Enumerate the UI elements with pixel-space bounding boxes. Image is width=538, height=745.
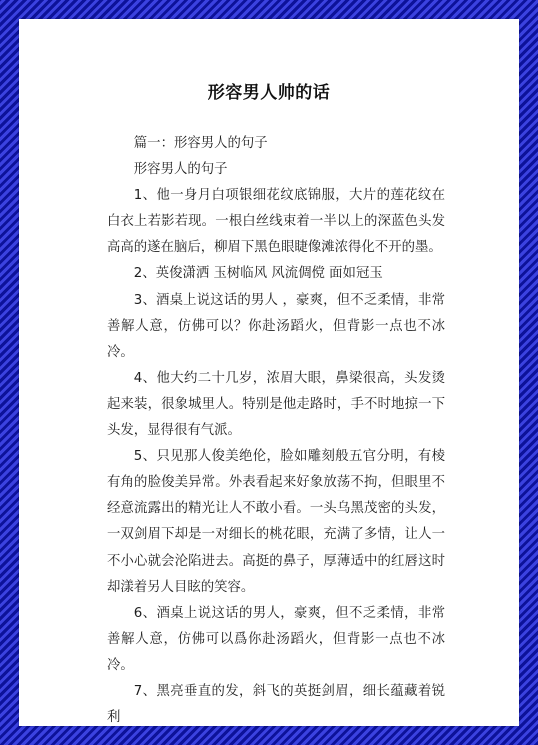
document-body [107, 131, 445, 726]
paragraph: 6、酒桌上说这话的男人，豪爽，但不乏柔情，非常善解人意，仿佛可以爲你赴汤蹈火，但背影一点也不冰冷。 [107, 605, 445, 673]
paragraph: 5、只见那人俊美绝伦，脸如雕刻般五官分明，有棱有角的脸俊美异常。外表看起来好象放荡不拘，但眼里不经意流露出的精光让人不敢小看。一头乌黑茂密的头发，一双剑眉下却是一对细长的桃花眼，充满了多情，让人一不小心就会沦陷进去。高挺的鼻子，厚薄适中的红唇这时却漾着另人目眩的笑容。 [107, 449, 445, 595]
paragraph: 1、他一身月白项银细花纹底锦服，大片的莲花纹在白衣上若影若现。一根白丝线束着一半以上的深蓝色头发高高的遂在脑后，柳眉下黑色眼睫像滩浓得化不开的墨。 [107, 188, 445, 256]
document-title: 形容男人帅的话 [207, 83, 331, 103]
section-heading: 篇一：形容男人的句子 [133, 136, 268, 151]
paragraph: 7、黑亮垂直的发，斜飞的英挺剑眉，细长蕴藏着锐利 [107, 683, 445, 726]
paragraph: 3、酒桌上说这话的男人 ，豪爽，但不乏柔情，非常善解人意，仿佛可以？你赴汤蹈火，但背影一点也不冰冷。 [107, 292, 445, 360]
document-page [19, 19, 519, 726]
section-subheading: 形容男人的句子 [133, 162, 228, 178]
paragraph: 2、英俊潇洒 玉树临风 风流倜傥 面如冠玉 [133, 266, 383, 282]
paragraph: 4、他大约二十几岁，浓眉大眼，鼻梁很高，头发烫起来装，很象城里人。特别是他走路时，手不时地掠一下头发，显得很有气派。 [107, 370, 445, 439]
